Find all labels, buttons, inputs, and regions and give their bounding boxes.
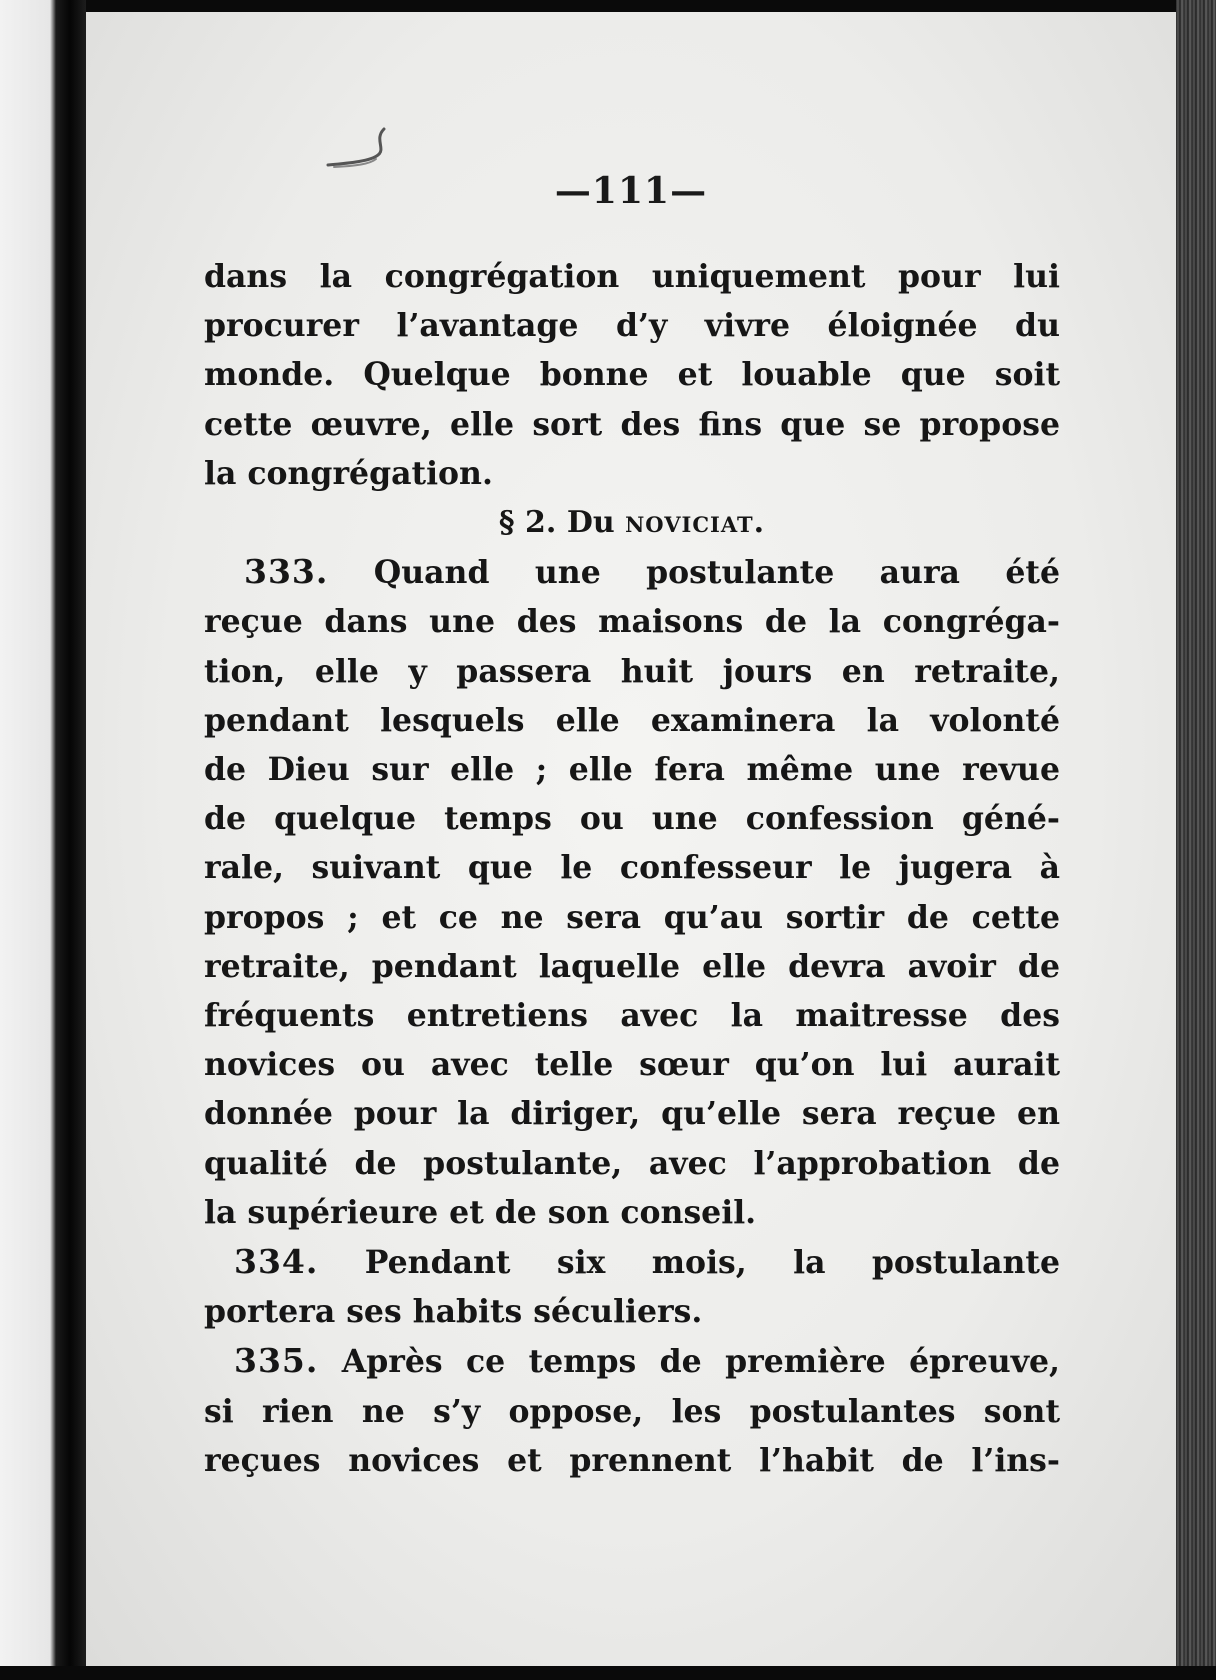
text-line: qualité de postulante, avec l’approbation de — [204, 1144, 1060, 1182]
paragraph-335 — [204, 1336, 1060, 1485]
section-symbol: § 2. — [498, 505, 557, 541]
paragraph-number: 334. — [234, 1242, 319, 1282]
intro-paragraph — [204, 252, 1060, 498]
text-line: monde. Quelque bonne et louable que soit — [204, 356, 1060, 394]
section-heading — [204, 498, 1060, 547]
text-line: de quelque temps ou une confession géné- — [204, 800, 1060, 838]
text-line: tion, elle y passera huit jours en retraite, — [204, 652, 1060, 690]
text-line: retraite, pendant laquelle elle devra avoir de — [204, 947, 1060, 985]
text-line: si rien ne s’y oppose, les postulantes sont — [204, 1392, 1060, 1430]
book-page — [86, 12, 1176, 1666]
text-line: procurer l’avantage d’y vivre éloignée du — [204, 307, 1060, 345]
scan-top-edge — [0, 0, 1216, 12]
text-line: novices ou avec telle sœur qu’on lui aurait — [204, 1046, 1060, 1084]
paragraph-first-line: Après ce temps de première épreuve, — [341, 1343, 1061, 1381]
scan-bottom-edge — [0, 1666, 1216, 1680]
page-stack-edge — [1176, 0, 1216, 1680]
paragraph-number: 333. — [244, 552, 329, 592]
text-line: pendant lesquels elle examinera la volonté — [204, 701, 1060, 739]
text-line: la congrégation. — [204, 454, 493, 492]
page-number: —111— — [554, 170, 708, 212]
section-title-rest: noviciat. — [625, 505, 766, 541]
text-line: de Dieu sur elle ; elle fera même une revue — [204, 751, 1060, 789]
paragraph-number: 335. — [234, 1341, 319, 1381]
text-line: rale, suivant que le confesseur le jugera à — [204, 849, 1060, 887]
text-line: donnée pour la diriger, qu’elle sera reçue en — [204, 1095, 1060, 1133]
text-line: propos ; et ce ne sera qu’au sortir de cette — [204, 898, 1060, 936]
text-line: dans la congrégation uniquement pour lui — [204, 258, 1060, 295]
paragraph-first-line: Pendant six mois, la postulante — [364, 1244, 1061, 1282]
paragraph-333 — [204, 547, 1060, 1237]
text-line: fréquents entretiens avec la maitresse des — [204, 997, 1060, 1035]
section-title-first: Du — [566, 505, 615, 541]
text-line — [204, 1237, 1060, 1287]
text-line: la supérieure et de son conseil. — [204, 1193, 757, 1231]
paragraph-first-line: Quand une postulante aura été — [373, 554, 1061, 592]
text-line — [204, 1336, 1060, 1386]
paragraph-334 — [204, 1237, 1060, 1336]
text-line — [204, 547, 1060, 597]
text-line: reçue dans une des maisons de la congréga- — [204, 603, 1060, 641]
text-line: portera ses habits séculiers. — [204, 1293, 703, 1331]
pencil-mark — [326, 117, 416, 177]
book-binding-edge — [0, 0, 86, 1680]
text-line: reçues novices et prennent l’habit de l’ins- — [204, 1441, 1060, 1479]
text-line: cette œuvre, elle sort des fins que se propose — [204, 405, 1060, 443]
body-text — [204, 252, 1060, 1485]
